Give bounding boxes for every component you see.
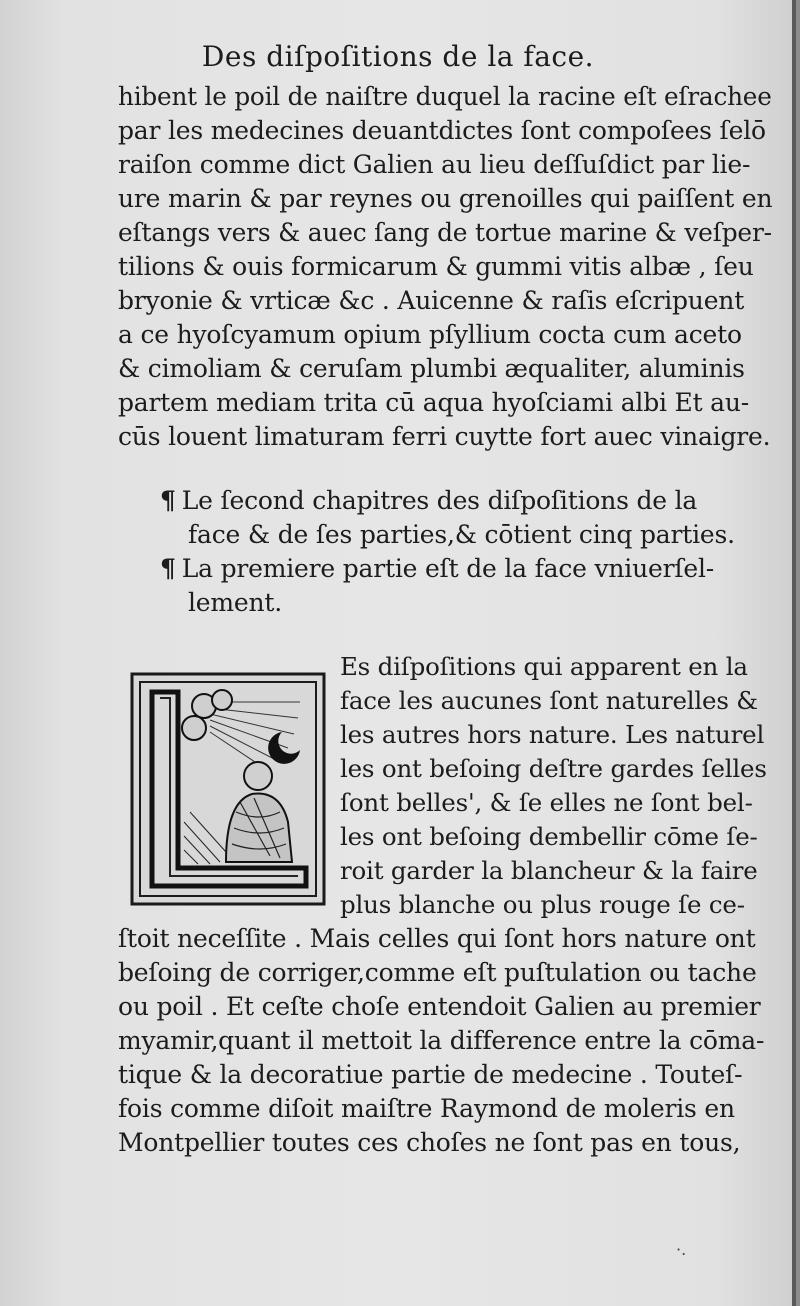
text-line: ſtoit neceſſite . Mais celles qui ſont hors nature ont xyxy=(118,924,756,953)
text-line: a ce hyoſcyamum opium pſyllium cocta cum aceto xyxy=(118,320,742,349)
text-line: ſont belles', & ſe elles ne ſont bel- xyxy=(340,788,753,817)
pilcrow-icon: ¶ xyxy=(160,554,176,583)
text-line: plus blanche ou plus rouge ſe ce- xyxy=(340,890,745,919)
text-line: les ont beſoing dembellir cōme ſe- xyxy=(340,822,758,851)
text-line: partem mediam trita cū aqua hyoſciami albi Et au- xyxy=(118,388,750,417)
chapter-heading-text: Le ſecond chapitres des diſpoſitions de la xyxy=(181,486,698,515)
woodcut-initial-L-icon xyxy=(130,672,326,906)
text-line: roit garder la blancheur & la faire xyxy=(340,856,758,885)
text-line: ou poil . Et ceſte choſe entendoit Galien au premier xyxy=(118,992,761,1021)
text-line: cūs louent limaturam ferri cuytte fort auec vinaigre. xyxy=(118,422,771,451)
text-line: tilions & ouis formicarum & gummi vitis albæ , ſeu xyxy=(118,252,754,281)
text-line: hibent le poil de naiſtre duquel la racine eſt eſrachee xyxy=(118,82,772,111)
running-header: Des diſpoſitions de la face. xyxy=(201,40,595,73)
text-line: tique & la decoratiue partie de medecine . Touteſ- xyxy=(118,1060,743,1089)
text-line: Montpellier toutes ces choſes ne ſont pas en tous, xyxy=(118,1128,741,1157)
text-line: eſtangs vers & auec ſang de tortue marine & veſper- xyxy=(118,218,772,247)
text-line: ure marin & par reynes ou grenoilles qui paiſſent en xyxy=(118,184,773,213)
text-line: par les medecines deuantdictes ſont compoſees ſelō xyxy=(118,116,766,145)
text-line: Es diſpoſitions qui apparent en la xyxy=(340,652,748,681)
text-line: beſoing de corriger,comme eſt puſtulation ou tache xyxy=(118,958,757,987)
text-line: fois comme diſoit maiſtre Raymond de moleris en xyxy=(118,1094,735,1123)
text-line: bryonie & vrticæ &c . Auicenne & raſis eſcripuent xyxy=(118,286,745,315)
chapter-heading-line: face & de ſes parties,& cōtient cinq parties. xyxy=(188,520,735,549)
part-heading-line xyxy=(160,552,714,586)
text-line: myamir,quant il mettoit la difference entre la cōma- xyxy=(118,1026,765,1055)
text-line: & cimoliam & ceruſam plumbi æqualiter, aluminis xyxy=(118,354,745,383)
text-line: face les aucunes ſont naturelles & xyxy=(340,686,758,715)
pilcrow-icon: ¶ xyxy=(160,486,176,515)
ink-speck: ·. xyxy=(676,1240,687,1259)
text-line: les ont beſoing deſtre gardes ſelles xyxy=(340,754,767,783)
page-edge xyxy=(792,0,796,1306)
part-heading-text: La premiere partie eſt de la face vniuerſel- xyxy=(181,554,715,583)
text-line: les autres hors nature. Les naturel xyxy=(340,720,765,749)
chapter-heading-line xyxy=(160,484,697,518)
part-heading-line: lement. xyxy=(188,588,282,617)
text-line: raiſon comme dict Galien au lieu deſſuſdict par lie- xyxy=(118,150,751,179)
